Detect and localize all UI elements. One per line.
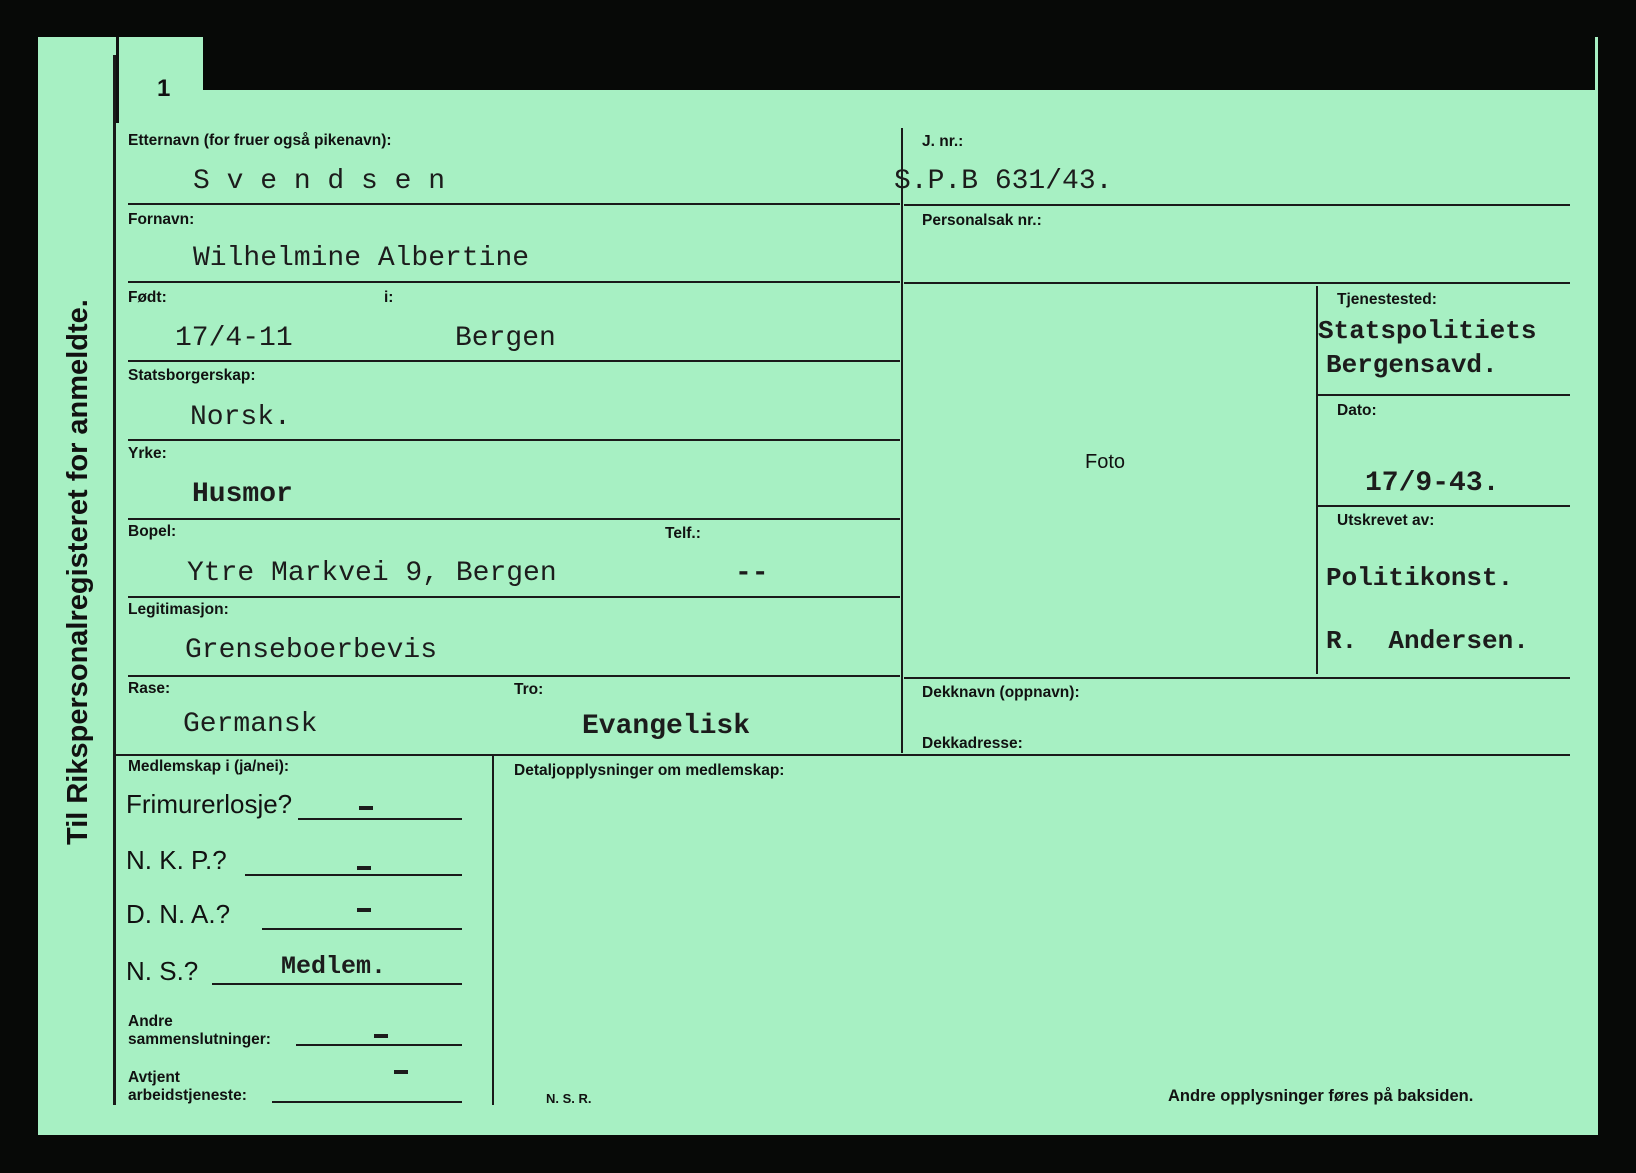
- label-dekkadresse: Dekkadresse:: [922, 735, 1023, 752]
- value-dato: 17/9-43.: [1365, 468, 1500, 499]
- answer-line-dna: [262, 928, 462, 930]
- rule-bopel: [128, 596, 900, 598]
- value-statsborgerskap: Norsk.: [190, 402, 291, 433]
- background-corner: [195, 0, 1595, 90]
- label-tjenestested: Tjenestested:: [1337, 291, 1437, 308]
- rule-yrke: [128, 518, 900, 520]
- label-yrke: Yrke:: [128, 445, 167, 462]
- label-detaljopplysninger: Detaljopplysninger om medlemskap:: [514, 762, 785, 779]
- label-avtjent-2: arbeidstjeneste:: [128, 1087, 247, 1104]
- answer-line-andre: [296, 1044, 462, 1046]
- value-ns: Medlem.: [281, 952, 387, 981]
- rule-dato: [1318, 505, 1570, 507]
- label-andre-1: Andre: [128, 1013, 173, 1030]
- value-telf: --: [735, 558, 769, 589]
- label-legitimasjon: Legitimasjon:: [128, 601, 229, 618]
- value-tro: Evangelisk: [582, 711, 751, 742]
- value-legitimasjon: Grenseboerbevis: [185, 635, 438, 666]
- value-fornavn: Wilhelmine Albertine: [193, 243, 530, 274]
- label-personalsak: Personalsak nr.:: [922, 212, 1042, 229]
- middle-divider: [901, 128, 903, 753]
- question-frimurerlosje: Frimurerlosje?: [126, 789, 293, 819]
- answer-avtjent-dash: [394, 1070, 408, 1074]
- rule-fodt: [128, 360, 900, 362]
- question-nkp: N. K. P.?: [126, 845, 227, 875]
- answer-nkp-dash: [357, 866, 371, 870]
- question-ns: N. S.?: [126, 956, 199, 986]
- label-utskrevet: Utskrevet av:: [1337, 512, 1435, 529]
- answer-line-avtjent: [272, 1101, 462, 1103]
- label-jnr: J. nr.:: [922, 133, 964, 150]
- value-tjenestested-2: Bergensavd.: [1326, 350, 1498, 380]
- value-bopel: Ytre Markvei 9, Bergen: [187, 558, 557, 589]
- label-dekknavn: Dekknavn (oppnavn):: [922, 684, 1080, 701]
- value-etternavn: S v e n d s e n: [193, 166, 446, 197]
- rule-legitimasjon: [128, 675, 900, 677]
- label-etternavn: Etternavn (for fruer også pikenavn):: [128, 132, 392, 149]
- value-jnr: S.P.B 631/43.: [894, 166, 1113, 197]
- rule-etternavn: [128, 203, 900, 205]
- label-rase: Rase:: [128, 680, 171, 697]
- value-tjenestested-1: Statspolitiets: [1318, 316, 1537, 346]
- answer-dna-dash: [357, 908, 371, 912]
- rule-personalsak: [904, 282, 1570, 284]
- card-tab: [116, 37, 203, 123]
- rule-dekknavn: [904, 677, 1570, 679]
- label-telf: Telf.:: [665, 525, 701, 542]
- lower-divider: [492, 755, 494, 1105]
- label-andre-2: sammenslutninger:: [128, 1031, 271, 1048]
- label-fodt-i: i:: [384, 289, 394, 306]
- label-statsborgerskap: Statsborgerskap:: [128, 367, 256, 384]
- left-border-line: [113, 55, 116, 1105]
- rule-statsborger: [128, 439, 900, 441]
- value-yrke: Husmor: [192, 479, 293, 510]
- value-fodt-sted: Bergen: [455, 323, 556, 354]
- value-rase: Germansk: [183, 709, 318, 740]
- value-utskrevet-2: R. Andersen.: [1326, 626, 1529, 656]
- value-utskrevet-1: Politikonst.: [1326, 563, 1514, 593]
- answer-frimurerlosje-dash: [359, 806, 373, 810]
- footer-note: Andre opplysninger føres på baksiden.: [1168, 1087, 1474, 1105]
- label-fornavn: Fornavn:: [128, 211, 195, 228]
- answer-line-nkp: [245, 874, 462, 876]
- rule-jnr: [904, 204, 1570, 206]
- rule-fornavn: [128, 281, 900, 283]
- answer-line-ns: [212, 983, 462, 985]
- answer-line-frimurerlosje: [298, 818, 462, 820]
- foto-placeholder: Foto: [1085, 451, 1126, 473]
- question-dna: D. N. A.?: [126, 899, 231, 929]
- label-medlemskap: Medlemskap i (ja/nei):: [128, 758, 290, 775]
- rule-tjenestested: [1318, 394, 1570, 396]
- rule-main-bottom: [116, 754, 1570, 756]
- label-bopel: Bopel:: [128, 523, 177, 540]
- answer-andre-dash: [374, 1034, 388, 1038]
- label-dato: Dato:: [1337, 402, 1377, 419]
- label-avtjent-1: Avtjent: [128, 1069, 180, 1086]
- card-number: 1: [157, 75, 171, 102]
- label-fodt: Født:: [128, 289, 167, 306]
- value-fodt-dato: 17/4-11: [175, 323, 293, 354]
- side-title: Til Rikspersonalregisteret for anmeldte.: [62, 299, 94, 845]
- label-tro: Tro:: [514, 681, 544, 698]
- printer-mark: N. S. R.: [546, 1091, 592, 1106]
